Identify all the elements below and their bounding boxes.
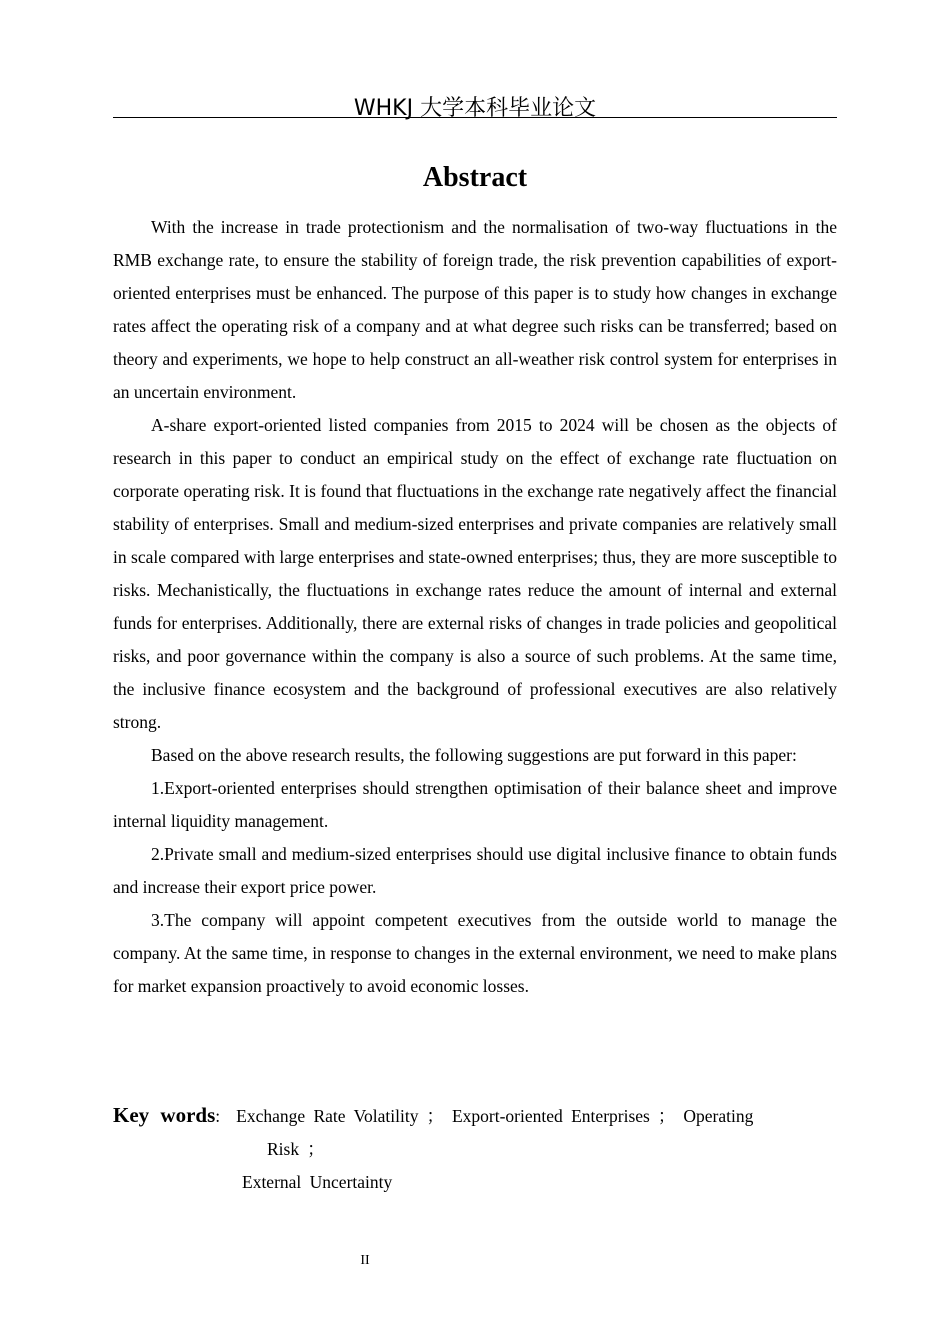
keyword-item: External Uncertainty: [242, 1172, 393, 1192]
keyword-separator: ；: [426, 1106, 444, 1126]
paragraph-intro: With the increase in trade protectionism and the normalisation of two-way fluctuations in the RMB exchange rate, to ensure the stability of foreign trade, the risk prevention capabilities of export-oriented enterprises must be enhanced. The purpose of this paper is to study how changes in exchange rates affect the operating risk of a company and at what degree such risks can be transferred; based on theory and experiments, we hope to help construct an all-weather risk control system for enterprises in an uncertain environment.: [113, 217, 837, 402]
suggestion-3: 3.The company will appoint competent executives from the outside world to manage the company. At the same time, in response to changes in the external environment, we need to make plans for market expansion proactively to avoid economic losses.: [113, 910, 837, 996]
keyword-item: Export-oriented Enterprises: [451, 1106, 650, 1126]
page-number: II: [360, 1253, 370, 1268]
keyword-separator: ；: [307, 1139, 325, 1159]
keywords-label: Key words: [113, 1103, 216, 1127]
abstract-body: [113, 211, 837, 1003]
keywords-section: [113, 1099, 837, 1199]
page-header: [113, 94, 837, 124]
keyword-item: Exchange Rate Volatility: [236, 1106, 419, 1126]
header-rule: [113, 117, 837, 118]
suggestion-1: 1.Export-oriented enterprises should strengthen optimisation of their balance sheet and improve internal liquidity management.: [113, 778, 837, 831]
abstract-title: Abstract: [422, 162, 528, 193]
header-title: WHKJ 大学本科毕业论文: [353, 96, 597, 121]
keyword-item: Operating: [683, 1106, 754, 1126]
keyword-separator: ；: [657, 1106, 676, 1126]
keyword-item: Risk: [267, 1139, 300, 1159]
suggestion-2: 2.Private small and medium-sized enterprises should use digital inclusive finance to obtain funds and increase their export price power.: [113, 844, 837, 897]
paragraph-suggestions-lead: Based on the above research results, the following suggestions are put forward in this paper:: [151, 745, 797, 765]
paragraph-findings: A-share export-oriented listed companies from 2015 to 2024 will be chosen as the objects of research in this paper to conduct an empirical study on the effect of exchange rate fluctuation on corporate operating risk. It is found that fluctuations in the exchange rate negatively affect the financial stability of enterprises. Small and medium-sized enterprises and private companies are relatively small in scale compared with large enterprises and state-owned enterprises; thus, they are more susceptible to risks. Mechanistically, the fluctuations in exchange rates reduce the amount of internal and external funds for enterprises. Additionally, there are external risks of changes in trade policies and geopolitical risks, and poor governance within the company is also a source of such problems. At the same time, the inclusive finance ecosystem and the background of professional executives are also relatively strong.: [113, 415, 837, 732]
keywords-colon: :: [215, 1106, 221, 1126]
